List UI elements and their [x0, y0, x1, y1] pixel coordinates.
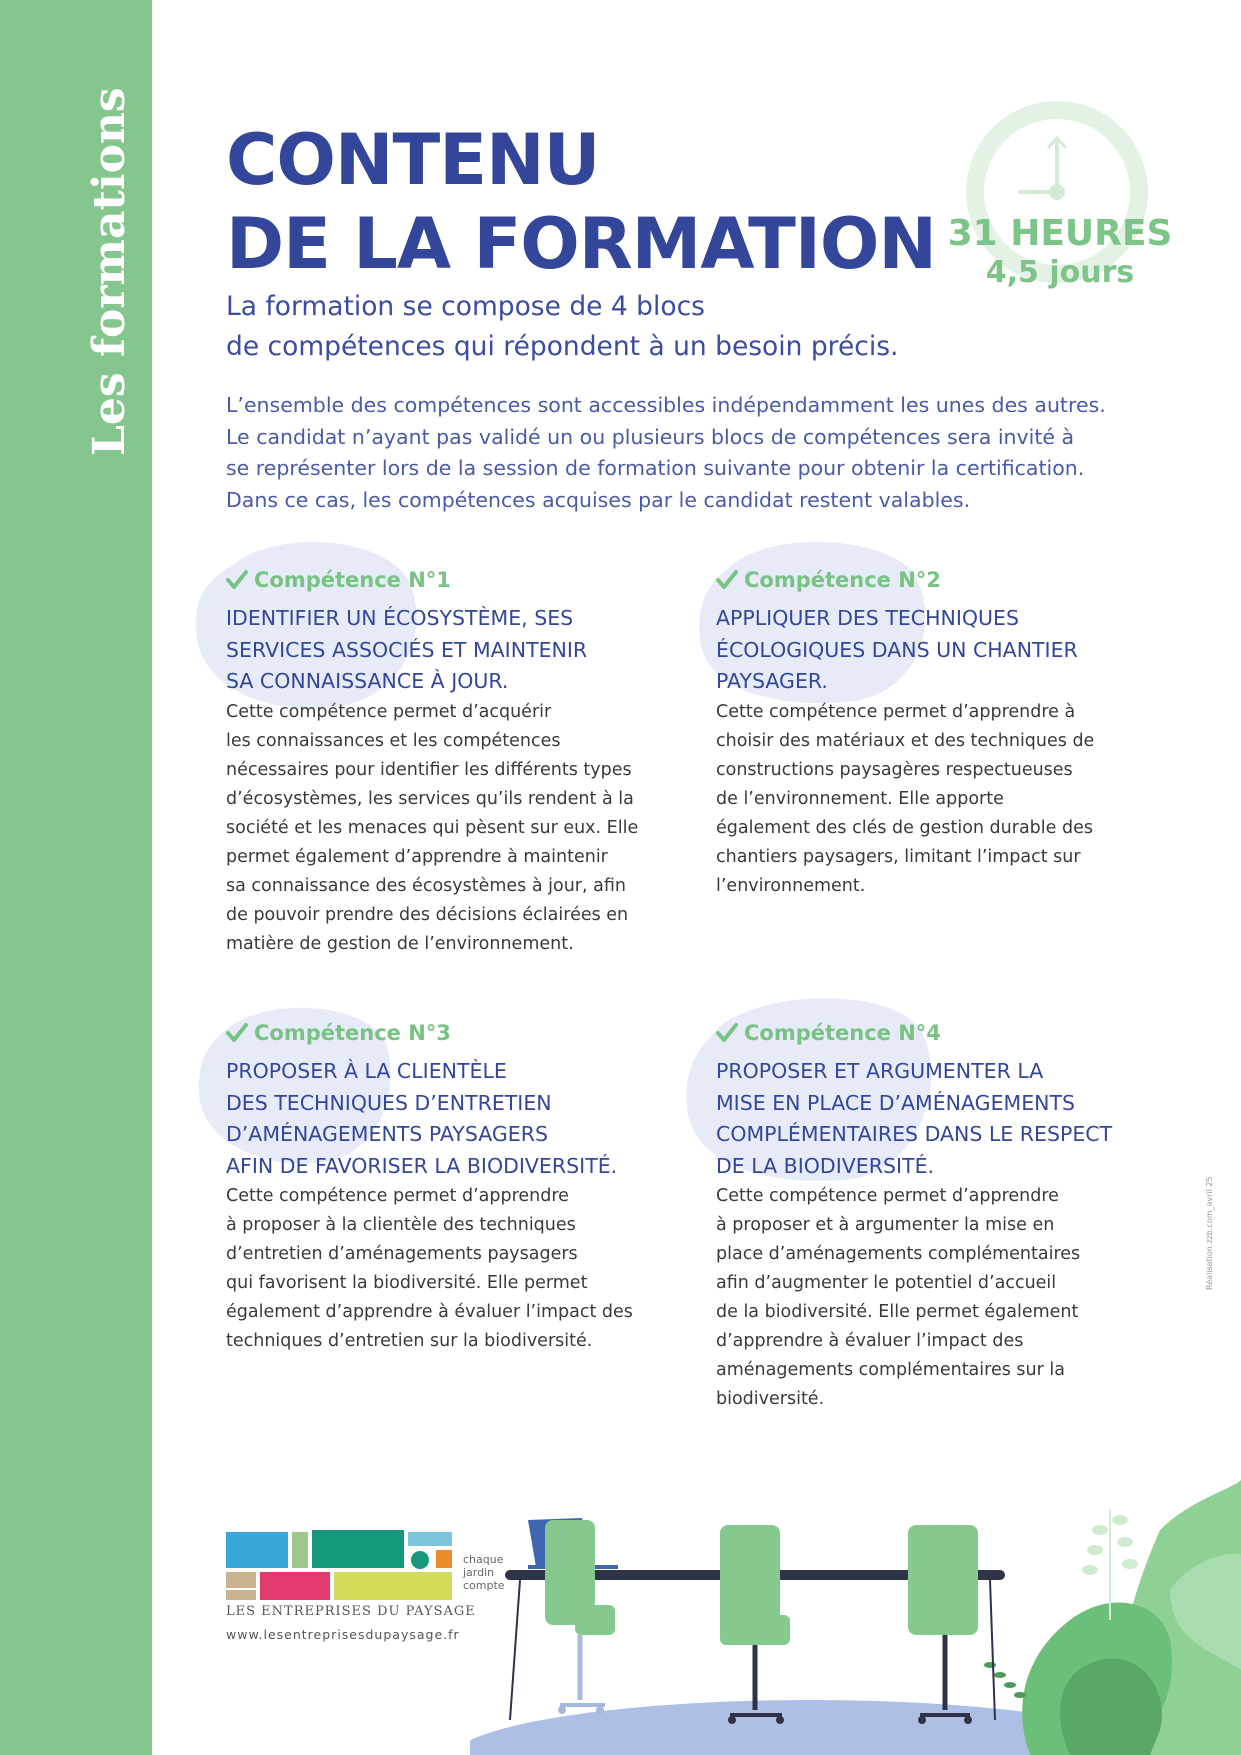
competence-title-line: SERVICES ASSOCIÉS ET MAINTENIR: [226, 637, 588, 662]
desc-line: de pouvoir prendre des décisions éclairées en: [226, 904, 629, 925]
competence-heading: [226, 1018, 676, 1048]
desc-line: qui favorisent la biodiversité. Elle permet: [226, 1273, 588, 1293]
subtitle: [226, 287, 898, 367]
desc-line: Cette compétence permet d’acquérir: [226, 701, 552, 722]
intro-line: Dans ce cas, les compétences acquises par le candidat restent valables.: [226, 487, 971, 512]
desc-line: à proposer à la clientèle des techniques: [226, 1215, 576, 1235]
desc-line: chantiers paysagers, limitant l’impact sur: [716, 846, 1081, 867]
logo-name: LES ENTREPRISES DU PAYSAGE: [226, 1604, 476, 1619]
desc-line: à proposer et à argumenter la mise en: [716, 1215, 1055, 1235]
chair-icon: [545, 1520, 615, 1714]
competence-label: Compétence N°4: [744, 1021, 941, 1045]
desc-line: Cette compétence permet d’apprendre: [716, 1186, 1059, 1206]
competence-title-line: PAYSAGER.: [716, 669, 828, 693]
check-icon: [716, 569, 738, 591]
sidebar-label: Les formations: [84, 87, 135, 456]
competence-title-line: PROPOSER ET ARGUMENTER LA: [716, 1059, 1044, 1083]
competence-label: Compétence N°3: [254, 1021, 451, 1045]
desc-line: d’entretien d’aménagements paysagers: [226, 1244, 578, 1264]
competence-description: [716, 698, 1166, 901]
desc-line: afin d’augmenter le potentiel d’accueil: [716, 1273, 1057, 1293]
competence-title: [716, 603, 1166, 698]
competence-description: [716, 1182, 1166, 1414]
competence-title-line: IDENTIFIER UN ÉCOSYSTÈME, SES: [226, 606, 574, 630]
desc-line: Cette compétence permet d’apprendre: [226, 1186, 569, 1206]
desc-line: constructions paysagères respectueuses: [716, 759, 1073, 780]
desc-line: également des clés de gestion durable des: [716, 817, 1093, 838]
competence-block-4: [716, 1018, 1166, 1414]
intro-line: L’ensemble des compétences sont accessibles indépendamment les unes des autres.: [226, 393, 1106, 417]
tagline-line: chaque: [463, 1553, 504, 1566]
desc-line: place d’aménagements complémentaires: [716, 1244, 1081, 1264]
desc-line: d’apprendre à évaluer l’impact des: [716, 1331, 1024, 1351]
check-icon: [226, 569, 248, 591]
competence-title-line: DE LA BIODIVERSITÉ.: [716, 1153, 935, 1178]
intro-paragraph: [226, 390, 1146, 516]
subtitle-line-1: La formation se compose de 4 blocs: [226, 291, 705, 322]
desc-line: nécessaires pour identifier les différents types: [226, 759, 632, 780]
desc-line: permet également d’apprendre à maintenir: [226, 846, 608, 867]
title-line-2: DE LA FORMATION: [226, 203, 936, 285]
desc-line: les connaissances et les compétences: [226, 730, 561, 751]
plant-icon: [984, 1480, 1241, 1755]
tagline-line: jardin: [463, 1566, 495, 1579]
desc-line: matière de gestion de l’environnement.: [226, 933, 574, 954]
competence-heading: [226, 565, 676, 595]
competence-title-line: SA CONNAISSANCE À JOUR.: [226, 669, 509, 693]
sidebar-band: [0, 0, 152, 1755]
chair-icon: [720, 1525, 790, 1724]
competence-title-line: PROPOSER À LA CLIENTÈLE: [226, 1059, 507, 1083]
competence-title-line: ÉCOLOGIQUES DANS UN CHANTIER: [716, 637, 1078, 662]
competence-heading: [716, 1018, 1166, 1048]
intro-line: se représenter lors de la session de formation suivante pour obtenir la certification.: [226, 456, 1085, 480]
competence-label: Compétence N°2: [744, 568, 941, 592]
desc-line: Cette compétence permet d’apprendre à: [716, 701, 1076, 722]
competence-title: [716, 1056, 1166, 1182]
competence-heading: [716, 565, 1166, 595]
desc-line: également d’apprendre à évaluer l’impact des: [226, 1302, 633, 1322]
desc-line: techniques d’entretien sur la biodiversité.: [226, 1331, 593, 1351]
desc-line: d’écosystèmes, les services qu’ils rendent à la: [226, 788, 634, 809]
check-icon: [226, 1022, 248, 1044]
desc-line: sa connaissance des écosystèmes à jour, afin: [226, 875, 626, 896]
desc-line: société et les menaces qui pèsent sur eux. Elle: [226, 817, 639, 838]
competence-title-line: COMPLÉMENTAIRES DANS LE RESPECT: [716, 1122, 1113, 1146]
intro-line: Le candidat n’ayant pas validé un ou plusieurs blocs de compétences sera invité à: [226, 424, 1075, 449]
competence-title-line: MISE EN PLACE D’AMÉNAGEMENTS: [716, 1090, 1076, 1115]
subtitle-line-2: de compétences qui répondent à un besoin précis.: [226, 331, 899, 362]
desc-line: biodiversité.: [716, 1389, 825, 1409]
desc-line: de l’environnement. Elle apporte: [716, 788, 1004, 809]
competence-title: [226, 1056, 676, 1182]
credit-note: Réalisation zzb.com_avril 25: [1205, 1176, 1214, 1290]
competence-block-3: [226, 1018, 676, 1356]
page-title: [226, 118, 936, 286]
competence-label: Compétence N°1: [254, 568, 451, 592]
desc-line: aménagements complémentaires sur la: [716, 1360, 1065, 1380]
chair-icon: [908, 1525, 978, 1724]
tagline-line: compte: [463, 1579, 505, 1592]
competence-title-line: APPLIQUER DES TECHNIQUES: [716, 606, 1020, 630]
desc-line: l’environnement.: [716, 875, 866, 896]
duration-days: 4,5 jours: [985, 255, 1135, 290]
competence-description: [226, 698, 676, 959]
competence-title: [226, 603, 676, 698]
desc-line: de la biodiversité. Elle permet également: [716, 1302, 1079, 1322]
competence-description: [226, 1182, 676, 1356]
desc-line: choisir des matériaux et des techniques de: [716, 730, 1095, 751]
competence-block-1: [226, 565, 676, 959]
title-line-1: CONTENU: [226, 119, 600, 201]
competence-title-line: D’AMÉNAGEMENTS PAYSAGERS: [226, 1122, 548, 1146]
competence-title-line: AFIN DE FAVORISER LA BIODIVERSITÉ.: [226, 1153, 618, 1178]
check-icon: [716, 1022, 738, 1044]
competence-title-line: DES TECHNIQUES D’ENTRETIEN: [226, 1090, 552, 1115]
competence-block-2: [716, 565, 1166, 901]
website-url[interactable]: www.lesentreprisesdupaysage.fr: [226, 1627, 460, 1642]
office-illustration: [470, 1470, 1241, 1755]
duration-hours: 31 HEURES: [947, 213, 1173, 254]
